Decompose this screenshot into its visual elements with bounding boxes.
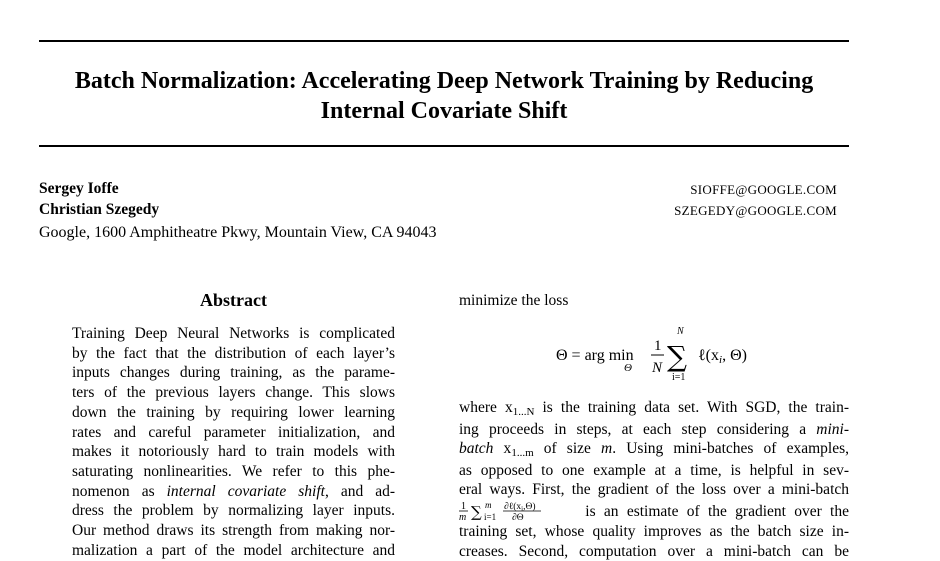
- abstract-line: dress the problem by normalizing layer inputs.: [72, 502, 395, 520]
- subscript: 1...m: [511, 447, 534, 460]
- author-email: SIOFFE@GOOGLE.COM: [690, 182, 837, 197]
- right-line: [459, 500, 849, 522]
- text-run: ing proceeds in steps, at each step considering a: [459, 420, 817, 438]
- abstract-line: [72, 482, 395, 502]
- formula-part: ∂Θ: [512, 512, 524, 523]
- author-email: SZEGEDY@GOOGLE.COM: [674, 203, 837, 218]
- abstract-line: inputs changes during training, as the parame-: [72, 364, 395, 382]
- italic-run: m: [601, 440, 613, 458]
- author-name: Sergey Ioffe: [39, 180, 119, 197]
- formula-part: $\partial\ell(x_i,\Theta)$: [504, 501, 536, 513]
- sum-icon: ∑: [471, 502, 482, 521]
- text-run: of size: [533, 440, 602, 458]
- italic-term: internal covariate shift: [166, 482, 325, 500]
- right-column-body: [459, 398, 849, 560]
- abstract-heading: Abstract: [200, 290, 267, 310]
- eq-frac-num: 1: [654, 338, 662, 354]
- eq-under: Θ: [624, 362, 632, 374]
- abstract-body: [72, 324, 395, 559]
- right-line: [459, 439, 849, 461]
- formula-part: i=1: [484, 511, 497, 522]
- eq-lhs: Θ = arg min: [556, 347, 634, 364]
- eq-sum-bottom: i=1: [672, 372, 686, 383]
- gradient-estimate-formula: [459, 500, 577, 522]
- eq-term-head: ℓ(x: [698, 347, 719, 364]
- subscript: 1...N: [512, 406, 535, 418]
- abstract-line: down the training by requiring lower learning: [72, 403, 395, 421]
- sum-icon: ∑: [667, 340, 687, 373]
- formula-part: m: [459, 511, 467, 523]
- title-line-2: Internal Covariate Shift: [320, 98, 568, 124]
- eq-frac-den: N: [652, 360, 663, 376]
- italic-run: mini-: [816, 420, 849, 438]
- abstract-line: by the fact that the distribution of each layer’s: [72, 344, 395, 362]
- right-line: as opposed to one example at a time, is helpful in sev-: [459, 461, 849, 479]
- text-run: x: [493, 440, 512, 458]
- abstract-line-tail: , and ad-: [324, 482, 395, 500]
- abstract-line: malization a part of the model architecture and: [72, 541, 395, 559]
- abstract-line: ters of the previous layers change. This slows: [72, 384, 395, 402]
- formula-part: 1: [461, 500, 466, 512]
- right-line: training set, whose quality improves as the batch size in-: [459, 522, 849, 540]
- right-line: creases. Second, computation over a mini-batch can be: [459, 542, 849, 560]
- title-line-1: Batch Normalization: Accelerating Deep Network Training by Reducing: [74, 68, 814, 94]
- abstract-line: makes it notoriously hard to train models with: [72, 443, 395, 461]
- eq-sum-top: N: [677, 326, 684, 337]
- eq-term: [698, 347, 747, 366]
- right-line: [459, 420, 849, 440]
- eq-term-tail: , Θ): [722, 347, 747, 364]
- italic-run: batch: [459, 440, 494, 458]
- abstract-line-head: nomenon as: [72, 482, 167, 500]
- text-run: is the training data set. With SGD, the train-: [534, 399, 849, 416]
- abstract-line: saturating nonlinearities. We refer to this phe-: [72, 462, 395, 480]
- eq-term-sub: i: [719, 354, 723, 366]
- bottom-rule: [39, 145, 849, 147]
- right-line: [459, 398, 849, 420]
- right-intro: minimize the loss: [459, 292, 569, 309]
- abstract-line: rates and careful parameter initialization, and: [72, 423, 395, 441]
- right-line: eral ways. First, the gradient of the loss over a mini-batch: [459, 481, 849, 499]
- text-run: . Using mini-batches of examples,: [612, 440, 849, 458]
- text-run: is an estimate of the gradient over the: [577, 502, 849, 520]
- affiliation: Google, 1600 Amphitheatre Pkwy, Mountain View, CA 94043: [39, 224, 437, 241]
- author-name: Christian Szegedy: [39, 201, 160, 218]
- paper-title: [39, 66, 849, 126]
- abstract-line: Training Deep Neural Networks is complicated: [72, 325, 395, 342]
- formula-part: m: [485, 499, 492, 510]
- text-run: where x: [459, 399, 513, 416]
- abstract-line: Our method draws its strength from making nor-: [72, 522, 395, 540]
- loss-equation: [556, 326, 776, 386]
- top-rule: [39, 40, 849, 42]
